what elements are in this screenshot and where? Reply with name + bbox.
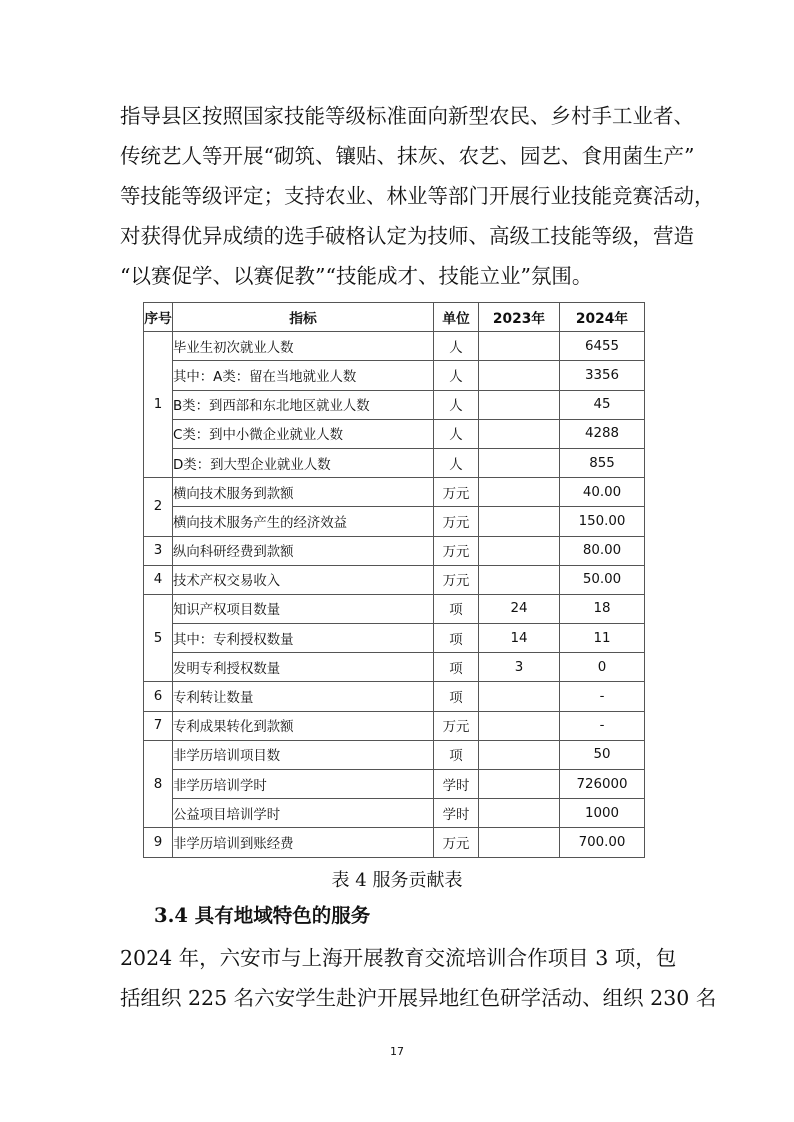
value-2023-cell (479, 740, 560, 769)
unit-cell: 万元 (434, 507, 479, 536)
header-2024: 2024年 (560, 303, 645, 332)
indicator-cell: 毕业生初次就业人数 (173, 332, 434, 361)
value-2024-cell: 40.00 (560, 478, 645, 507)
unit-cell: 万元 (434, 828, 479, 857)
unit-cell: 万元 (434, 565, 479, 594)
header-unit: 单位 (434, 303, 479, 332)
paragraph-line: 对获得优异成绩的选手破格认定为技师、高级工技能等级，营造 (120, 224, 694, 248)
table-row (144, 653, 645, 682)
value-2023-cell (479, 478, 560, 507)
value-2023-cell (479, 390, 560, 419)
value-2023-cell (479, 682, 560, 711)
table-caption: 表 4 服务贡献表 (331, 870, 463, 891)
indicator-cell: 其中：A类：留在当地就业人数 (173, 361, 434, 390)
value-2023-cell: 24 (479, 594, 560, 623)
paragraph-line: “以赛促学、以赛促教”“技能成才、技能立业”氛围。 (120, 264, 593, 288)
paragraph-line: 指导县区按照国家技能等级标准面向新型农民、乡村手工业者、 (120, 104, 694, 128)
indicator-cell: 非学历培训到账经费 (173, 828, 434, 857)
unit-cell: 学时 (434, 770, 479, 799)
value-2023-cell: 14 (479, 624, 560, 653)
table-row (144, 448, 645, 477)
indicator-cell: 专利转让数量 (173, 682, 434, 711)
value-2023-cell (479, 770, 560, 799)
indicator-cell: 横向技术服务到款额 (173, 478, 434, 507)
value-2023-cell (479, 565, 560, 594)
value-2024-cell: - (560, 682, 645, 711)
unit-cell: 人 (434, 361, 479, 390)
table-row (144, 740, 645, 769)
table-row (144, 711, 645, 740)
body-paragraph-2 (120, 938, 717, 1018)
value-2024-cell: 1000 (560, 799, 645, 828)
indicator-cell: 非学历培训学时 (173, 770, 434, 799)
table-row (144, 828, 645, 857)
value-2024-cell: - (560, 711, 645, 740)
paragraph-line: 括组织 225 名六安学生赴沪开展异地红色研学活动、组织 230 名 (120, 986, 717, 1010)
unit-cell: 项 (434, 594, 479, 623)
table-row (144, 332, 645, 361)
indicator-cell: 公益项目培训学时 (173, 799, 434, 828)
value-2023-cell (479, 711, 560, 740)
table-row (144, 799, 645, 828)
value-2024-cell: 50.00 (560, 565, 645, 594)
unit-cell: 项 (434, 740, 479, 769)
header-no: 序号 (144, 303, 173, 332)
indicator-cell: C类：到中小微企业就业人数 (173, 419, 434, 448)
unit-cell: 项 (434, 653, 479, 682)
unit-cell: 学时 (434, 799, 479, 828)
section-heading: 3.4 具有地域特色的服务 (154, 904, 371, 927)
indicator-cell: 知识产权项目数量 (173, 594, 434, 623)
value-2023-cell (479, 828, 560, 857)
indicator-cell: 非学历培训项目数 (173, 740, 434, 769)
table-row (144, 478, 645, 507)
paragraph-line: 传统艺人等开展“砌筑、镶贴、抹灰、农艺、园艺、食用菌生产” (120, 144, 695, 168)
value-2024-cell: 726000 (560, 770, 645, 799)
value-2024-cell: 3356 (560, 361, 645, 390)
indicator-cell: D类：到大型企业就业人数 (173, 448, 434, 477)
row-number: 6 (144, 682, 173, 711)
table-header-row (144, 303, 645, 332)
unit-cell: 人 (434, 390, 479, 419)
value-2024-cell: 0 (560, 653, 645, 682)
value-2024-cell: 50 (560, 740, 645, 769)
unit-cell: 人 (434, 332, 479, 361)
service-contribution-table (143, 302, 645, 858)
row-number: 3 (144, 536, 173, 565)
unit-cell: 万元 (434, 478, 479, 507)
value-2023-cell (479, 361, 560, 390)
row-number: 4 (144, 565, 173, 594)
value-2024-cell: 4288 (560, 419, 645, 448)
value-2023-cell (479, 332, 560, 361)
table-row (144, 682, 645, 711)
indicator-cell: 专利成果转化到款额 (173, 711, 434, 740)
row-number: 2 (144, 478, 173, 536)
value-2024-cell: 45 (560, 390, 645, 419)
header-indicator: 指标 (173, 303, 434, 332)
value-2023-cell (479, 507, 560, 536)
value-2023-cell (479, 799, 560, 828)
unit-cell: 万元 (434, 536, 479, 565)
row-number: 7 (144, 711, 173, 740)
value-2024-cell: 18 (560, 594, 645, 623)
value-2023-cell (479, 448, 560, 477)
value-2023-cell (479, 419, 560, 448)
indicator-cell: 发明专利授权数量 (173, 653, 434, 682)
row-number: 8 (144, 740, 173, 828)
table-row (144, 624, 645, 653)
body-paragraph-1 (120, 96, 715, 296)
value-2024-cell: 80.00 (560, 536, 645, 565)
table-row (144, 390, 645, 419)
table-row (144, 594, 645, 623)
unit-cell: 项 (434, 624, 479, 653)
value-2024-cell: 700.00 (560, 828, 645, 857)
value-2024-cell: 150.00 (560, 507, 645, 536)
indicator-cell: B类：到西部和东北地区就业人数 (173, 390, 434, 419)
table-row (144, 536, 645, 565)
value-2023-cell: 3 (479, 653, 560, 682)
paragraph-line: 等技能等级评定；支持农业、林业等部门开展行业技能竞赛活动， (120, 184, 715, 208)
row-number: 1 (144, 332, 173, 478)
header-2023: 2023年 (479, 303, 560, 332)
table-row (144, 565, 645, 594)
page-number: 17 (390, 1045, 404, 1058)
unit-cell: 万元 (434, 711, 479, 740)
value-2024-cell: 6455 (560, 332, 645, 361)
table-row (144, 419, 645, 448)
indicator-cell: 技术产权交易收入 (173, 565, 434, 594)
value-2023-cell (479, 536, 560, 565)
unit-cell: 项 (434, 682, 479, 711)
indicator-cell: 纵向科研经费到款额 (173, 536, 434, 565)
table-row (144, 361, 645, 390)
value-2024-cell: 855 (560, 448, 645, 477)
paragraph-line: 2024 年，六安市与上海开展教育交流培训合作项目 3 项，包 (120, 946, 677, 970)
unit-cell: 人 (434, 419, 479, 448)
row-number: 5 (144, 594, 173, 682)
indicator-cell: 其中：专利授权数量 (173, 624, 434, 653)
row-number: 9 (144, 828, 173, 857)
table-row (144, 507, 645, 536)
table-row (144, 770, 645, 799)
indicator-cell: 横向技术服务产生的经济效益 (173, 507, 434, 536)
unit-cell: 人 (434, 448, 479, 477)
value-2024-cell: 11 (560, 624, 645, 653)
